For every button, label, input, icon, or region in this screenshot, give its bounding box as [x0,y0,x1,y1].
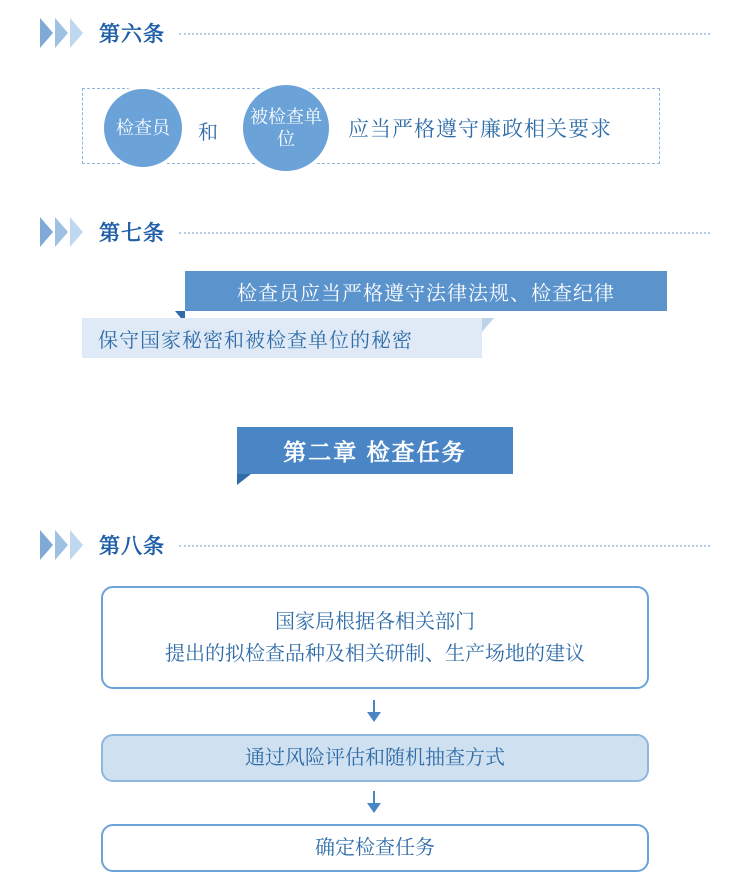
article-heading-8 [40,528,710,562]
chevron-right-icon-group [40,530,85,560]
banner-fold-shape [482,318,494,332]
article-label: 第八条 [99,535,165,558]
dotted-divider [179,231,710,234]
article7-banner-secondary: 保守国家秘密和被检查单位的秘密 [82,318,482,358]
article-heading-7 [40,215,710,249]
conjunction-label: 和 [198,122,218,144]
dotted-divider [179,32,710,35]
chevron-right-icon [55,530,68,560]
article-label: 第七条 [99,222,165,245]
chevron-right-icon [55,217,68,247]
arrow-stem [373,700,375,712]
article-heading-6 [40,16,710,50]
arrow-stem [373,791,375,803]
article7-banner-primary: 检查员应当严格遵守法律法规、检查纪律 [185,271,667,311]
chevron-right-icon-group [40,18,85,48]
chevron-right-icon [55,18,68,48]
chevron-right-icon [70,217,83,247]
chevron-right-icon [40,530,53,560]
circle-inspected-unit: 被检查单位 [240,82,332,174]
flow-step-1 [101,586,649,689]
chevron-right-icon [70,530,83,560]
flow-step-3: 确定检查任务 [101,824,649,872]
flow-step-1-line-2: 提出的拟检查品种及相关研制、生产场地的建议 [165,642,585,665]
circle-inspector: 检查员 [101,86,185,170]
arrow-head [367,803,381,813]
article-label: 第六条 [99,23,165,46]
flow-step-1-line-1: 国家局根据各相关部门 [275,610,475,633]
dotted-divider [179,544,710,547]
chapter-fold-shape [237,474,251,485]
chevron-right-icon [40,217,53,247]
chapter-title: 第二章 检查任务 [237,427,513,474]
chevron-right-icon [70,18,83,48]
arrow-head [367,712,381,722]
chevron-right-icon [40,18,53,48]
article6-requirement-text: 应当严格遵守廉政相关要求 [348,118,612,141]
chevron-right-icon-group [40,217,85,247]
flow-arrow-down-icon [367,791,381,813]
flow-arrow-down-icon [367,700,381,722]
flow-step-2: 通过风险评估和随机抽查方式 [101,734,649,782]
